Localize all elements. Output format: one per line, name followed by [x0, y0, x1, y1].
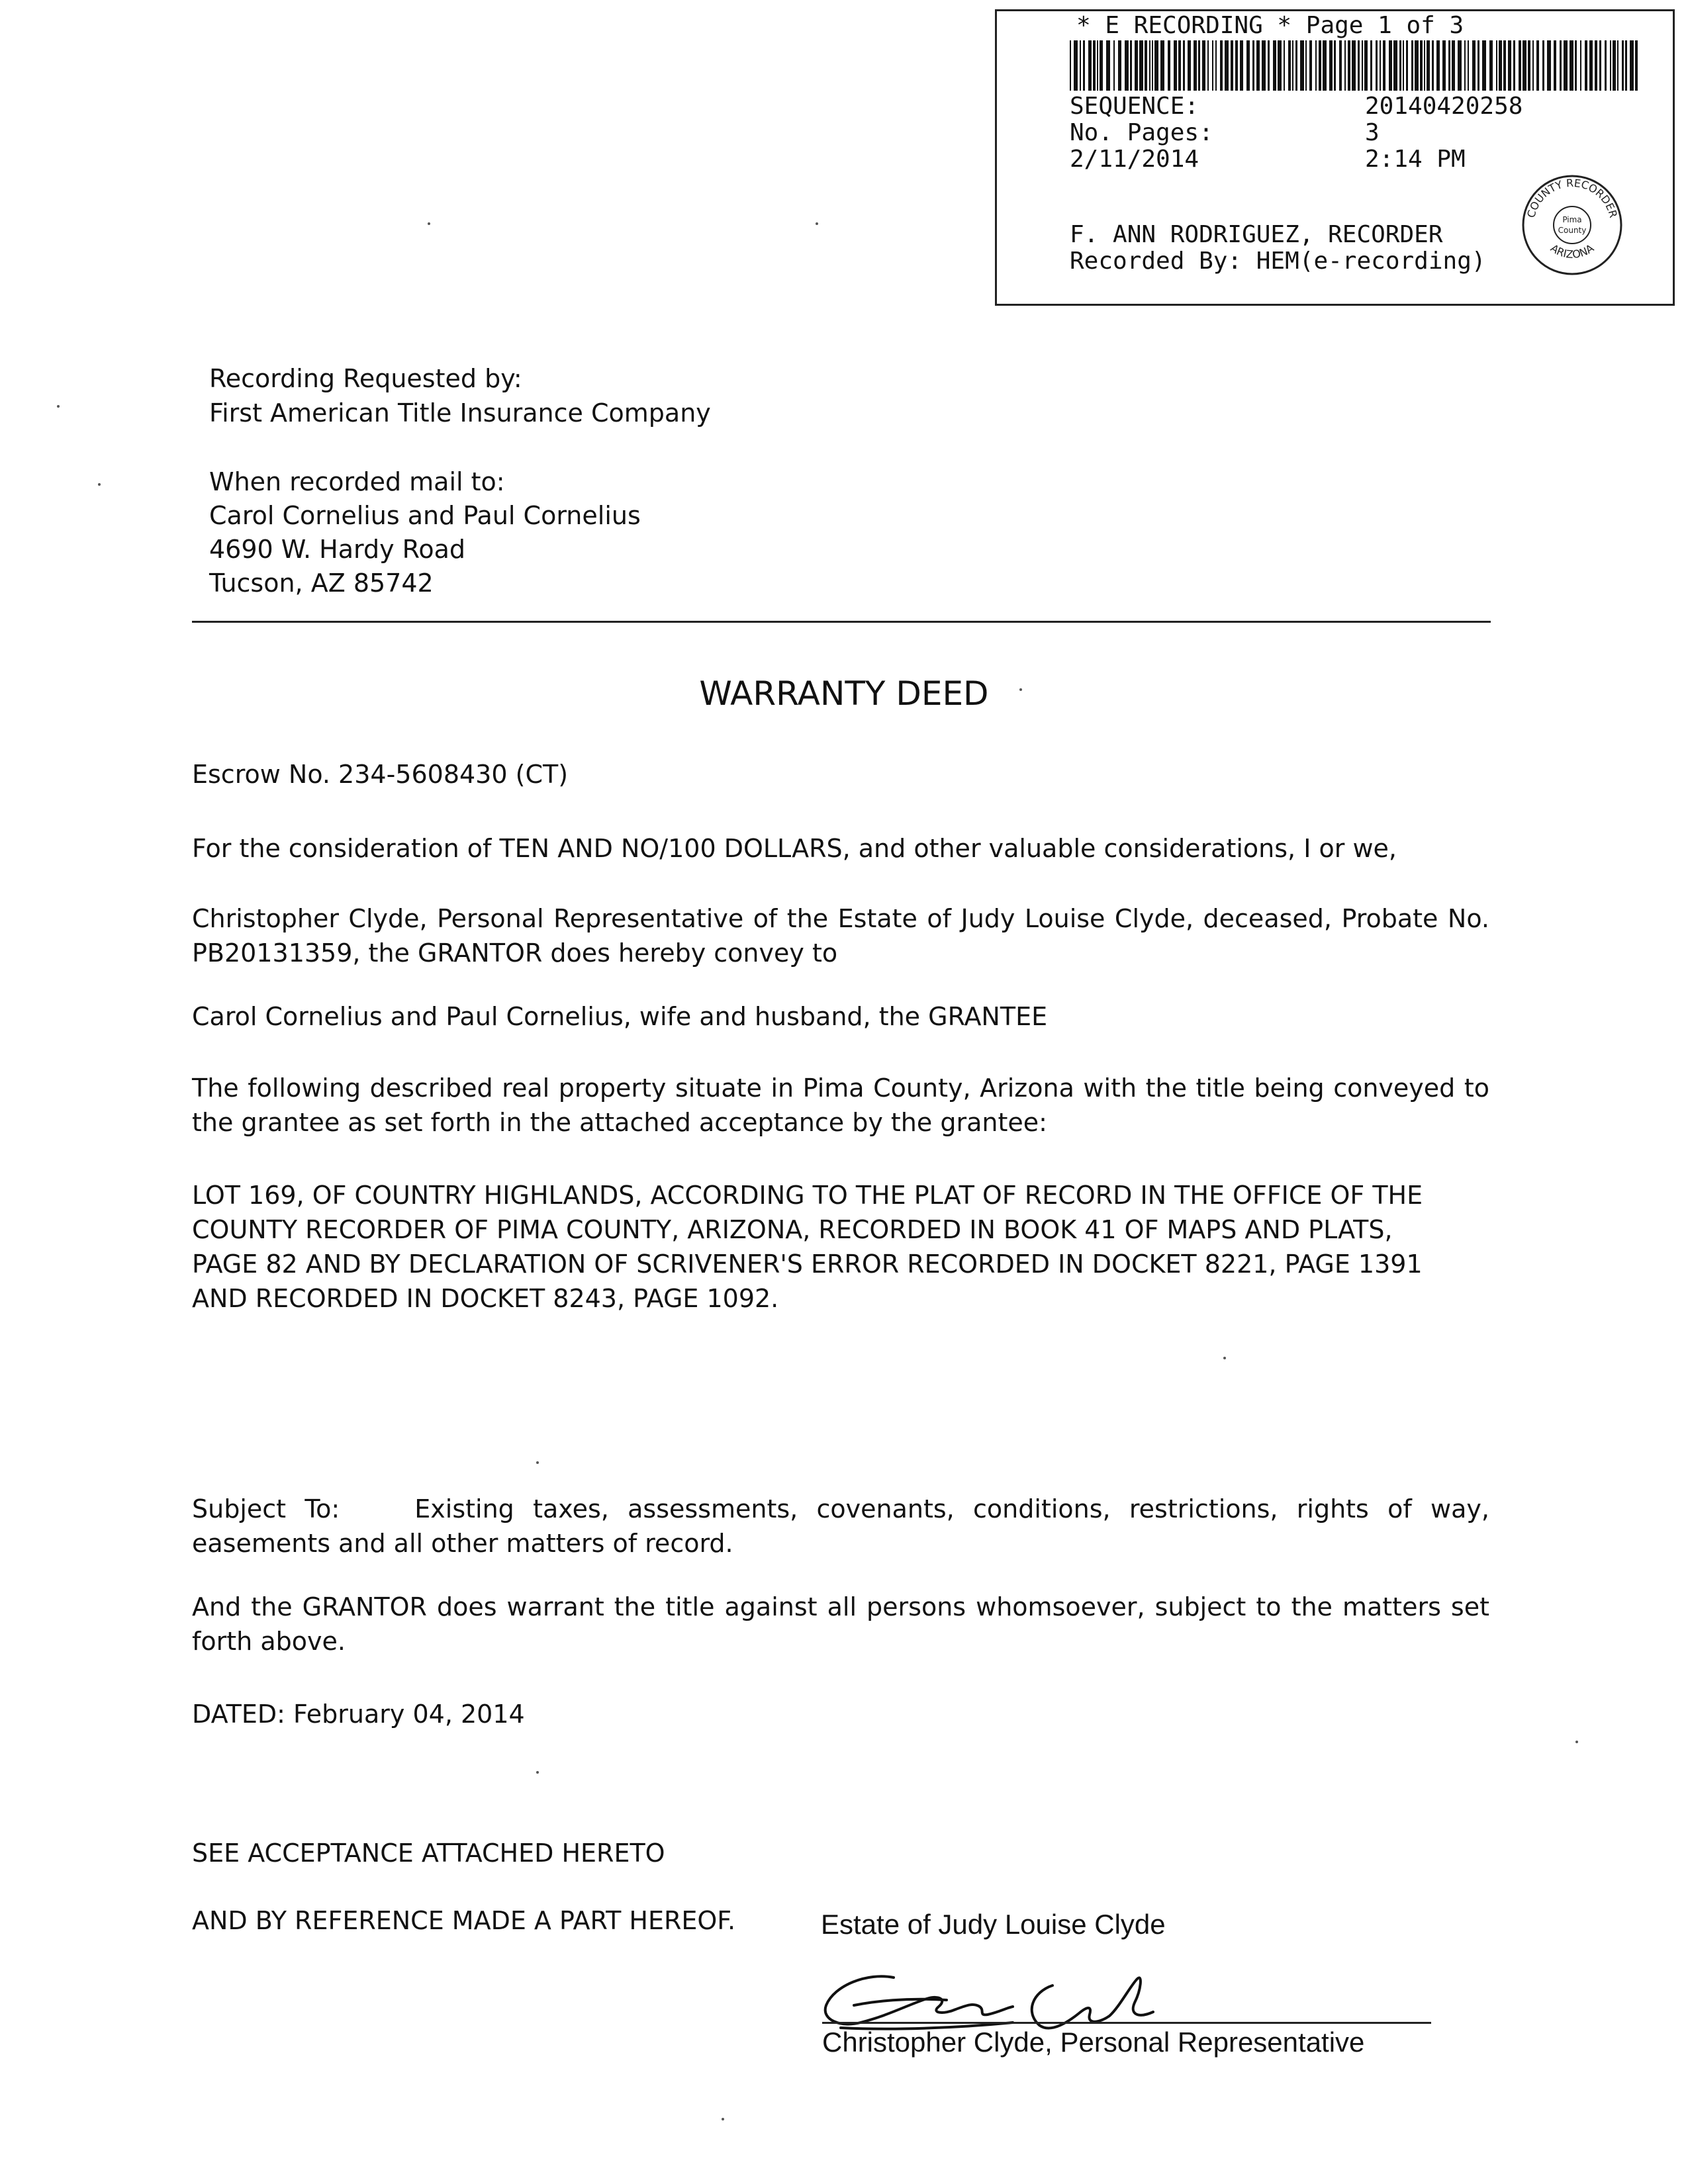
recorded-by: Recorded By: HEM(e-recording): [1070, 248, 1486, 275]
barcode-bar: [1399, 40, 1401, 91]
by-reference: AND BY REFERENCE MADE A PART HEREOF.: [192, 1906, 736, 1935]
barcode-bar: [1432, 40, 1434, 91]
barcode-bar: [1464, 40, 1466, 91]
barcode-bar: [1635, 40, 1638, 91]
scan-speck: [1575, 1741, 1578, 1743]
barcode-bar: [1309, 40, 1312, 91]
barcode-bar: [1436, 40, 1440, 91]
barcode-bar: [1284, 40, 1285, 91]
scan-speck: [816, 222, 818, 225]
barcode-bar: [1207, 40, 1209, 91]
barcode-bar: [1383, 40, 1385, 91]
barcode-bar: [1415, 40, 1419, 91]
barcode-bar: [1348, 40, 1350, 91]
grantor-paragraph: Christopher Clyde, Personal Representative of the Estate of Judy Louise Clyde, deceased, Probate No. PB20131359, the GRANTOR does hereby convey to: [192, 904, 1489, 968]
barcode-bar: [1513, 40, 1515, 91]
scan-speck: [1019, 688, 1022, 691]
dated-line: DATED: February 04, 2014: [192, 1700, 525, 1729]
barcode-bar: [1595, 40, 1597, 91]
barcode-bar: [1599, 40, 1601, 91]
barcode-bar: [1477, 40, 1479, 91]
recording-header: * E RECORDING * Page 1 of 3: [1076, 12, 1464, 39]
barcode-bar: [1580, 40, 1581, 91]
barcode-bar: [1323, 40, 1327, 91]
barcode-bar: [1610, 40, 1611, 91]
barcode-bar: [1240, 40, 1243, 91]
barcode-bar: [1468, 40, 1469, 91]
barcode-bar: [1154, 40, 1158, 91]
barcode-bar: [1125, 40, 1129, 91]
sequence-value: 20140420258: [1365, 93, 1523, 120]
estate-name: Estate of Judy Louise Clyde: [821, 1909, 1166, 1940]
barcode-bar: [1268, 40, 1270, 91]
barcode-bar: [1528, 40, 1530, 91]
barcode-bar: [1499, 40, 1502, 91]
barcode-bar: [1183, 40, 1185, 91]
barcode-bar: [1246, 40, 1250, 91]
barcode-bar: [1295, 40, 1297, 91]
pages-label: No. Pages:: [1070, 119, 1213, 146]
barcode-bar: [1188, 40, 1191, 91]
barcode-bar: [1088, 40, 1092, 91]
requested-by-company: First American Title Insurance Company: [209, 398, 711, 428]
scan-speck: [1223, 1357, 1226, 1359]
barcode-bar: [1235, 40, 1238, 91]
barcode-bar: [1613, 40, 1616, 91]
escrow-number: Escrow No. 234-5608430 (CT): [192, 760, 569, 789]
barcode-bar: [1212, 40, 1213, 91]
barcode-bar: [1482, 40, 1486, 91]
barcode-bar: [1427, 40, 1430, 91]
barcode-bar: [1376, 40, 1378, 91]
barcode-bar: [1519, 40, 1521, 91]
barcode-bar: [1489, 40, 1493, 91]
barcode-bar: [1622, 40, 1624, 91]
barcode-bar: [1625, 40, 1627, 91]
recording-time: 2:14 PM: [1365, 146, 1466, 173]
barcode-bar: [1364, 40, 1368, 91]
barcode-bar: [1472, 40, 1476, 91]
barcode-bar: [1605, 40, 1607, 91]
seal-center-line2: County: [1558, 226, 1587, 235]
barcode-bar: [1393, 40, 1397, 91]
scan-speck: [536, 1461, 539, 1464]
see-acceptance: SEE ACCEPTANCE ATTACHED HERETO: [192, 1839, 665, 1868]
barcode-bar: [1231, 40, 1233, 91]
barcode-bar: [1542, 40, 1544, 91]
county-recorder-seal: [1519, 172, 1625, 278]
barcode-bar: [1070, 40, 1071, 91]
barcode-bar: [1160, 40, 1164, 91]
barcode-bar: [1334, 40, 1336, 91]
barcode-bar: [1168, 40, 1170, 91]
scan-speck: [536, 1771, 539, 1774]
barcode-bar: [1118, 40, 1121, 91]
barcode-bar: [1554, 40, 1556, 91]
signer-name: Christopher Clyde, Personal Representative: [822, 2026, 1365, 2058]
subject-to-label: Subject To:: [192, 1494, 340, 1524]
barcode-bar: [1097, 40, 1098, 91]
warranty-paragraph: And the GRANTOR does warrant the title against all persons whomsoever, subject to the matters set forth above.: [192, 1592, 1489, 1656]
barcode-bar: [1149, 40, 1150, 91]
barcode-bar: [1589, 40, 1593, 91]
barcode-bar: [1292, 40, 1293, 91]
barcode-bar: [1130, 40, 1132, 91]
barcode-bar: [1139, 40, 1143, 91]
barcode-bar: [1536, 40, 1539, 91]
barcode-bar: [1198, 40, 1200, 91]
barcode-bar: [1315, 40, 1317, 91]
barcode-bar: [1278, 40, 1282, 91]
scan-speck: [57, 405, 60, 408]
barcode-bar: [1256, 40, 1260, 91]
barcode-bar: [1220, 40, 1223, 91]
barcode-bar: [1564, 40, 1568, 91]
seal-center-line1: Pima: [1562, 215, 1582, 224]
header-divider: [192, 621, 1491, 623]
barcode-bar: [1420, 40, 1423, 91]
barcode-bar: [1575, 40, 1577, 91]
legal-description: LOT 169, OF COUNTRY HIGHLANDS, ACCORDING TO THE PLAT OF RECORD IN THE OFFICE OF THE COUNTY RECORDER OF PIMA COUNTY, ARIZONA, RECORDED IN BOOK 41 OF MAPS AND PLATS, PAGE 82 AND BY DECLARATION OF SCRIVENER'S ERROR RECORDED IN DOCKET 8221, PAGE 1391 AND RECORDED IN DOCKET 8243, PAGE 1092.: [192, 1181, 1423, 1313]
grantee-paragraph: Carol Cornelius and Paul Cornelius, wife and husband, the GRANTEE: [192, 1002, 1048, 1031]
barcode-bar: [1145, 40, 1147, 91]
barcode-bar: [1106, 40, 1110, 91]
barcode-bar: [1339, 40, 1342, 91]
property-intro-paragraph: The following described real property situate in Pima County, Arizona with the title being conveyed to the grantee as set forth in the attached acceptance by the grantee:: [192, 1073, 1489, 1137]
barcode-bar: [1273, 40, 1276, 91]
barcode-bar: [1458, 40, 1462, 91]
barcode-bar: [1362, 40, 1363, 91]
barcode-bar: [1389, 40, 1392, 91]
barcode-bar: [1403, 40, 1404, 91]
barcode-bar: [1442, 40, 1446, 91]
barcode-bar: [1503, 40, 1506, 91]
recorder-name: F. ANN RODRIGUEZ, RECORDER: [1070, 221, 1443, 248]
barcode-bar: [1288, 40, 1291, 91]
barcode-bar: [1424, 40, 1425, 91]
barcode-bar: [1570, 40, 1573, 91]
barcode-bar: [1083, 40, 1085, 91]
barcode: [1070, 40, 1639, 91]
barcode-bar: [1074, 40, 1078, 91]
requested-by-label: Recording Requested by:: [209, 364, 522, 393]
scan-speck: [428, 222, 430, 225]
scan-speck: [98, 483, 101, 486]
seal-top-text: COUNTY RECORDER: [1524, 176, 1620, 220]
mail-to-label: When recorded mail to:: [209, 467, 505, 496]
barcode-bar: [1411, 40, 1413, 91]
pages-value: 3: [1365, 119, 1380, 146]
subject-to-paragraph: [192, 1492, 1489, 1561]
barcode-bar: [1585, 40, 1587, 91]
scan-speck: [722, 2118, 724, 2120]
sequence-label: SEQUENCE:: [1070, 93, 1199, 120]
barcode-bar: [1617, 40, 1618, 91]
barcode-bar: [1496, 40, 1497, 91]
barcode-bar: [1113, 40, 1115, 91]
barcode-bar: [1319, 40, 1321, 91]
barcode-bar: [1080, 40, 1081, 91]
barcode-bar: [1380, 40, 1381, 91]
barcode-bar: [1262, 40, 1266, 91]
barcode-bar: [1547, 40, 1551, 91]
barcode-bar: [1560, 40, 1562, 91]
barcode-bar: [1178, 40, 1181, 91]
barcode-bar: [1300, 40, 1304, 91]
barcode-bar: [1406, 40, 1408, 91]
barcode-bar: [1508, 40, 1511, 91]
barcode-bar: [1352, 40, 1356, 91]
recording-date: 2/11/2014: [1070, 146, 1199, 173]
barcode-bar: [1523, 40, 1526, 91]
barcode-bar: [1630, 40, 1634, 91]
barcode-bar: [1252, 40, 1254, 91]
mail-to-city: Tucson, AZ 85742: [209, 569, 434, 598]
barcode-bar: [1448, 40, 1450, 91]
barcode-bar: [1370, 40, 1372, 91]
consideration-paragraph: For the consideration of TEN AND NO/100 DOLLARS, and other valuable considerations, I or we,: [192, 834, 1397, 863]
mail-to-name: Carol Cornelius and Paul Cornelius: [209, 501, 641, 530]
barcode-bar: [1452, 40, 1455, 91]
seal-bottom-text: ARIZONA: [1548, 242, 1597, 261]
barcode-bar: [1225, 40, 1229, 91]
barcode-bar: [1100, 40, 1103, 91]
document-title: WARRANTY DEED: [699, 674, 989, 713]
subject-to-text: Existing taxes, assessments, covenants, conditions, restrictions, rights of way, easements and all other matters of record.: [192, 1494, 1489, 1558]
barcode-bar: [1358, 40, 1360, 91]
barcode-bar: [1194, 40, 1197, 91]
barcode-bar: [1344, 40, 1346, 91]
barcode-bar: [1152, 40, 1153, 91]
barcode-bar: [1174, 40, 1177, 91]
barcode-bar: [1215, 40, 1217, 91]
barcode-bar: [1532, 40, 1534, 91]
barcode-bar: [1202, 40, 1205, 91]
barcode-bar: [1329, 40, 1333, 91]
barcode-bar: [1135, 40, 1138, 91]
barcode-bar: [1305, 40, 1307, 91]
barcode-bar: [1093, 40, 1096, 91]
mail-to-street: 4690 W. Hardy Road: [209, 535, 466, 564]
